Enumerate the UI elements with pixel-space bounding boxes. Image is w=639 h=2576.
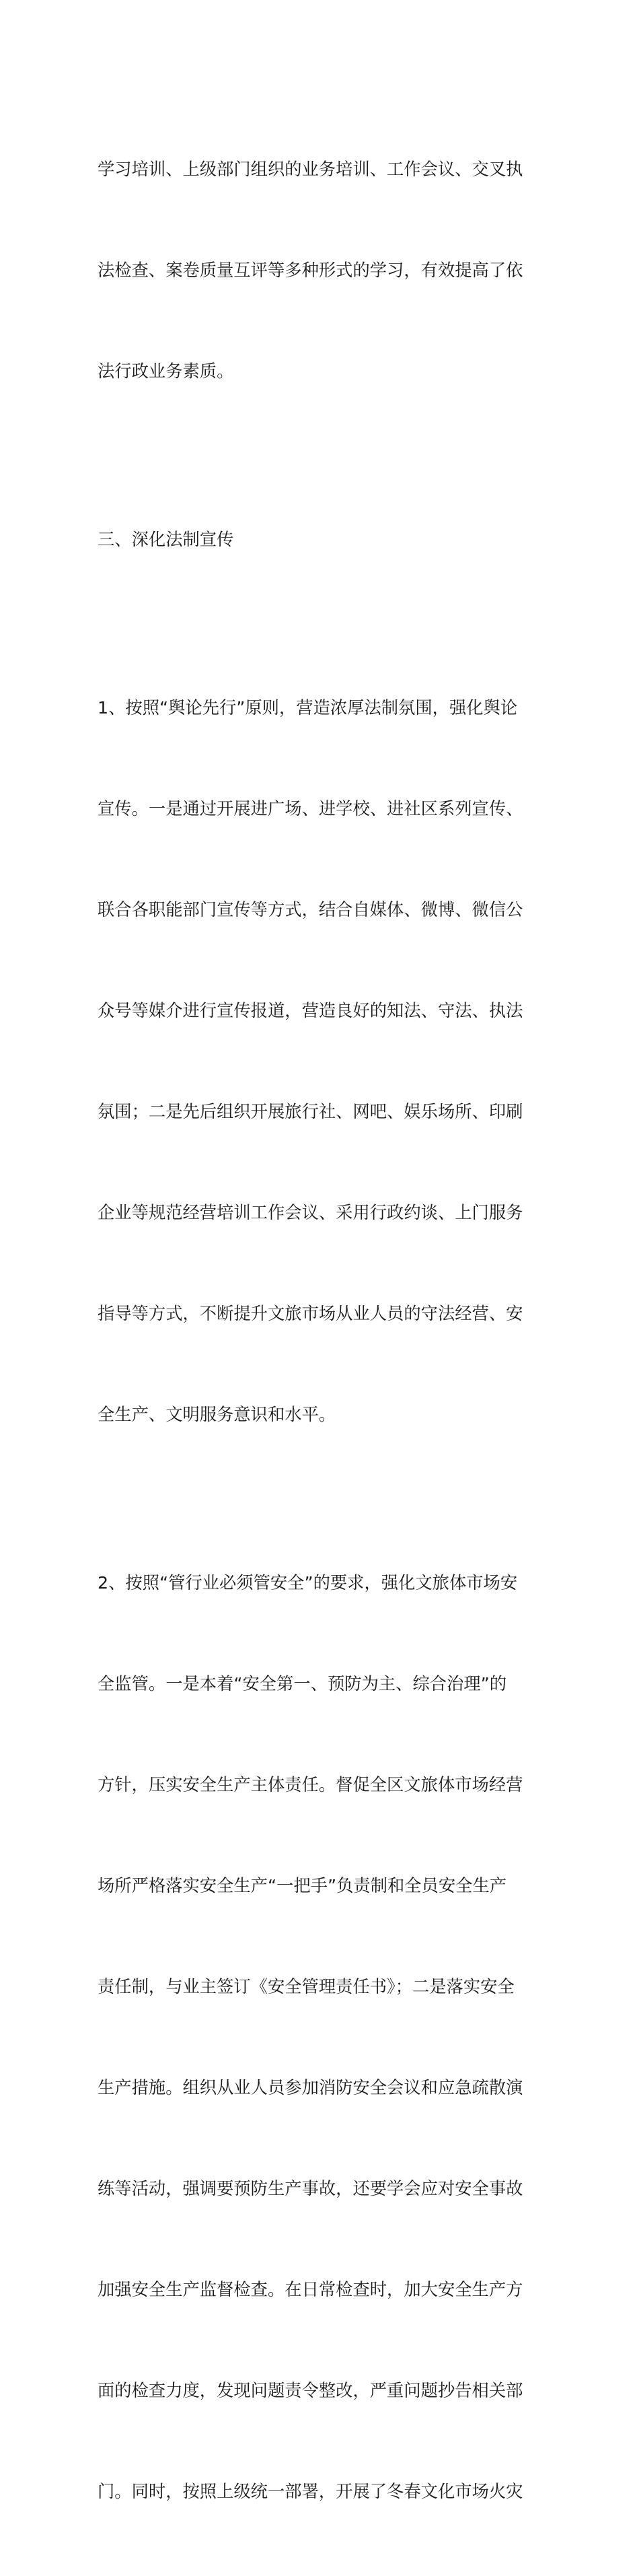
text-line: 面的检查力度，发现问题责令整改，严重问题抄告相关部	[98, 2381, 523, 2400]
paragraph-publicity	[98, 624, 545, 1499]
text-line: 方针，压实安全生产主体责任。督促全区文旅体市场经营	[98, 1775, 523, 1795]
text-line: 练等活动，强调要预防生产事故，还要学会应对安全事故	[98, 2179, 523, 2198]
text-line: 指导等方式，不断提升文旅市场从业人员的守法经营、安	[98, 1304, 523, 1323]
text-line: 1、按照“舆论先行”原则，营造浓厚法制氛围，强化舆论	[98, 698, 518, 718]
document-page	[98, 85, 545, 2576]
text-line: 2、按照“管行业必须管安全”的要求，强化文旅体市场安	[98, 1573, 518, 1593]
text-line: 企业等规范经营培训工作会议、采用行政约谈、上门服务	[98, 1203, 523, 1222]
text-line: 宣传。一是通过开展进广场、进学校、进社区系列宣传、	[98, 799, 523, 819]
section-heading	[98, 456, 545, 624]
paragraph-training	[98, 85, 545, 456]
text-line: 全生产、文明服务意识和水平。	[98, 1405, 336, 1424]
text-line: 众号等媒介进行宣传报道，营造良好的知法、守法、执法	[98, 1001, 523, 1020]
text-line: 学习培训、上级部门组织的业务培训、工作会议、交叉执	[98, 160, 523, 179]
heading-line: 三、深化法制宣传	[98, 530, 234, 549]
paragraph-safety	[98, 1499, 545, 2576]
text-line: 责任制，与业主签订《安全管理责任书》；二是落实安全	[98, 1977, 515, 1996]
text-line: 全监管。一是本着“安全第一、预防为主、综合治理”的	[98, 1674, 507, 1694]
text-line: 场所严格落实安全生产“一把手”负责制和全员安全生产	[98, 1876, 507, 1895]
text-line: 氛围；二是先后组织开展旅行社、网吧、娱乐场所、印刷	[98, 1102, 523, 1121]
text-line: 法检查、案卷质量互评等多种形式的学习，有效提高了依	[98, 260, 523, 280]
text-line: 加强安全生产监督检查。在日常检查时，加大安全生产方	[98, 2280, 523, 2299]
text-line: 生产措施。组织从业人员参加消防安全会议和应急疏散演	[98, 2078, 523, 2097]
text-line: 联合各职能部门宣传等方式，结合自媒体、微博、微信公	[98, 900, 523, 919]
text-line: 法行政业务素质。	[98, 361, 234, 381]
text-line: 门。同时，按照上级统一部署，开展了冬春文化市场火灾	[98, 2482, 523, 2501]
